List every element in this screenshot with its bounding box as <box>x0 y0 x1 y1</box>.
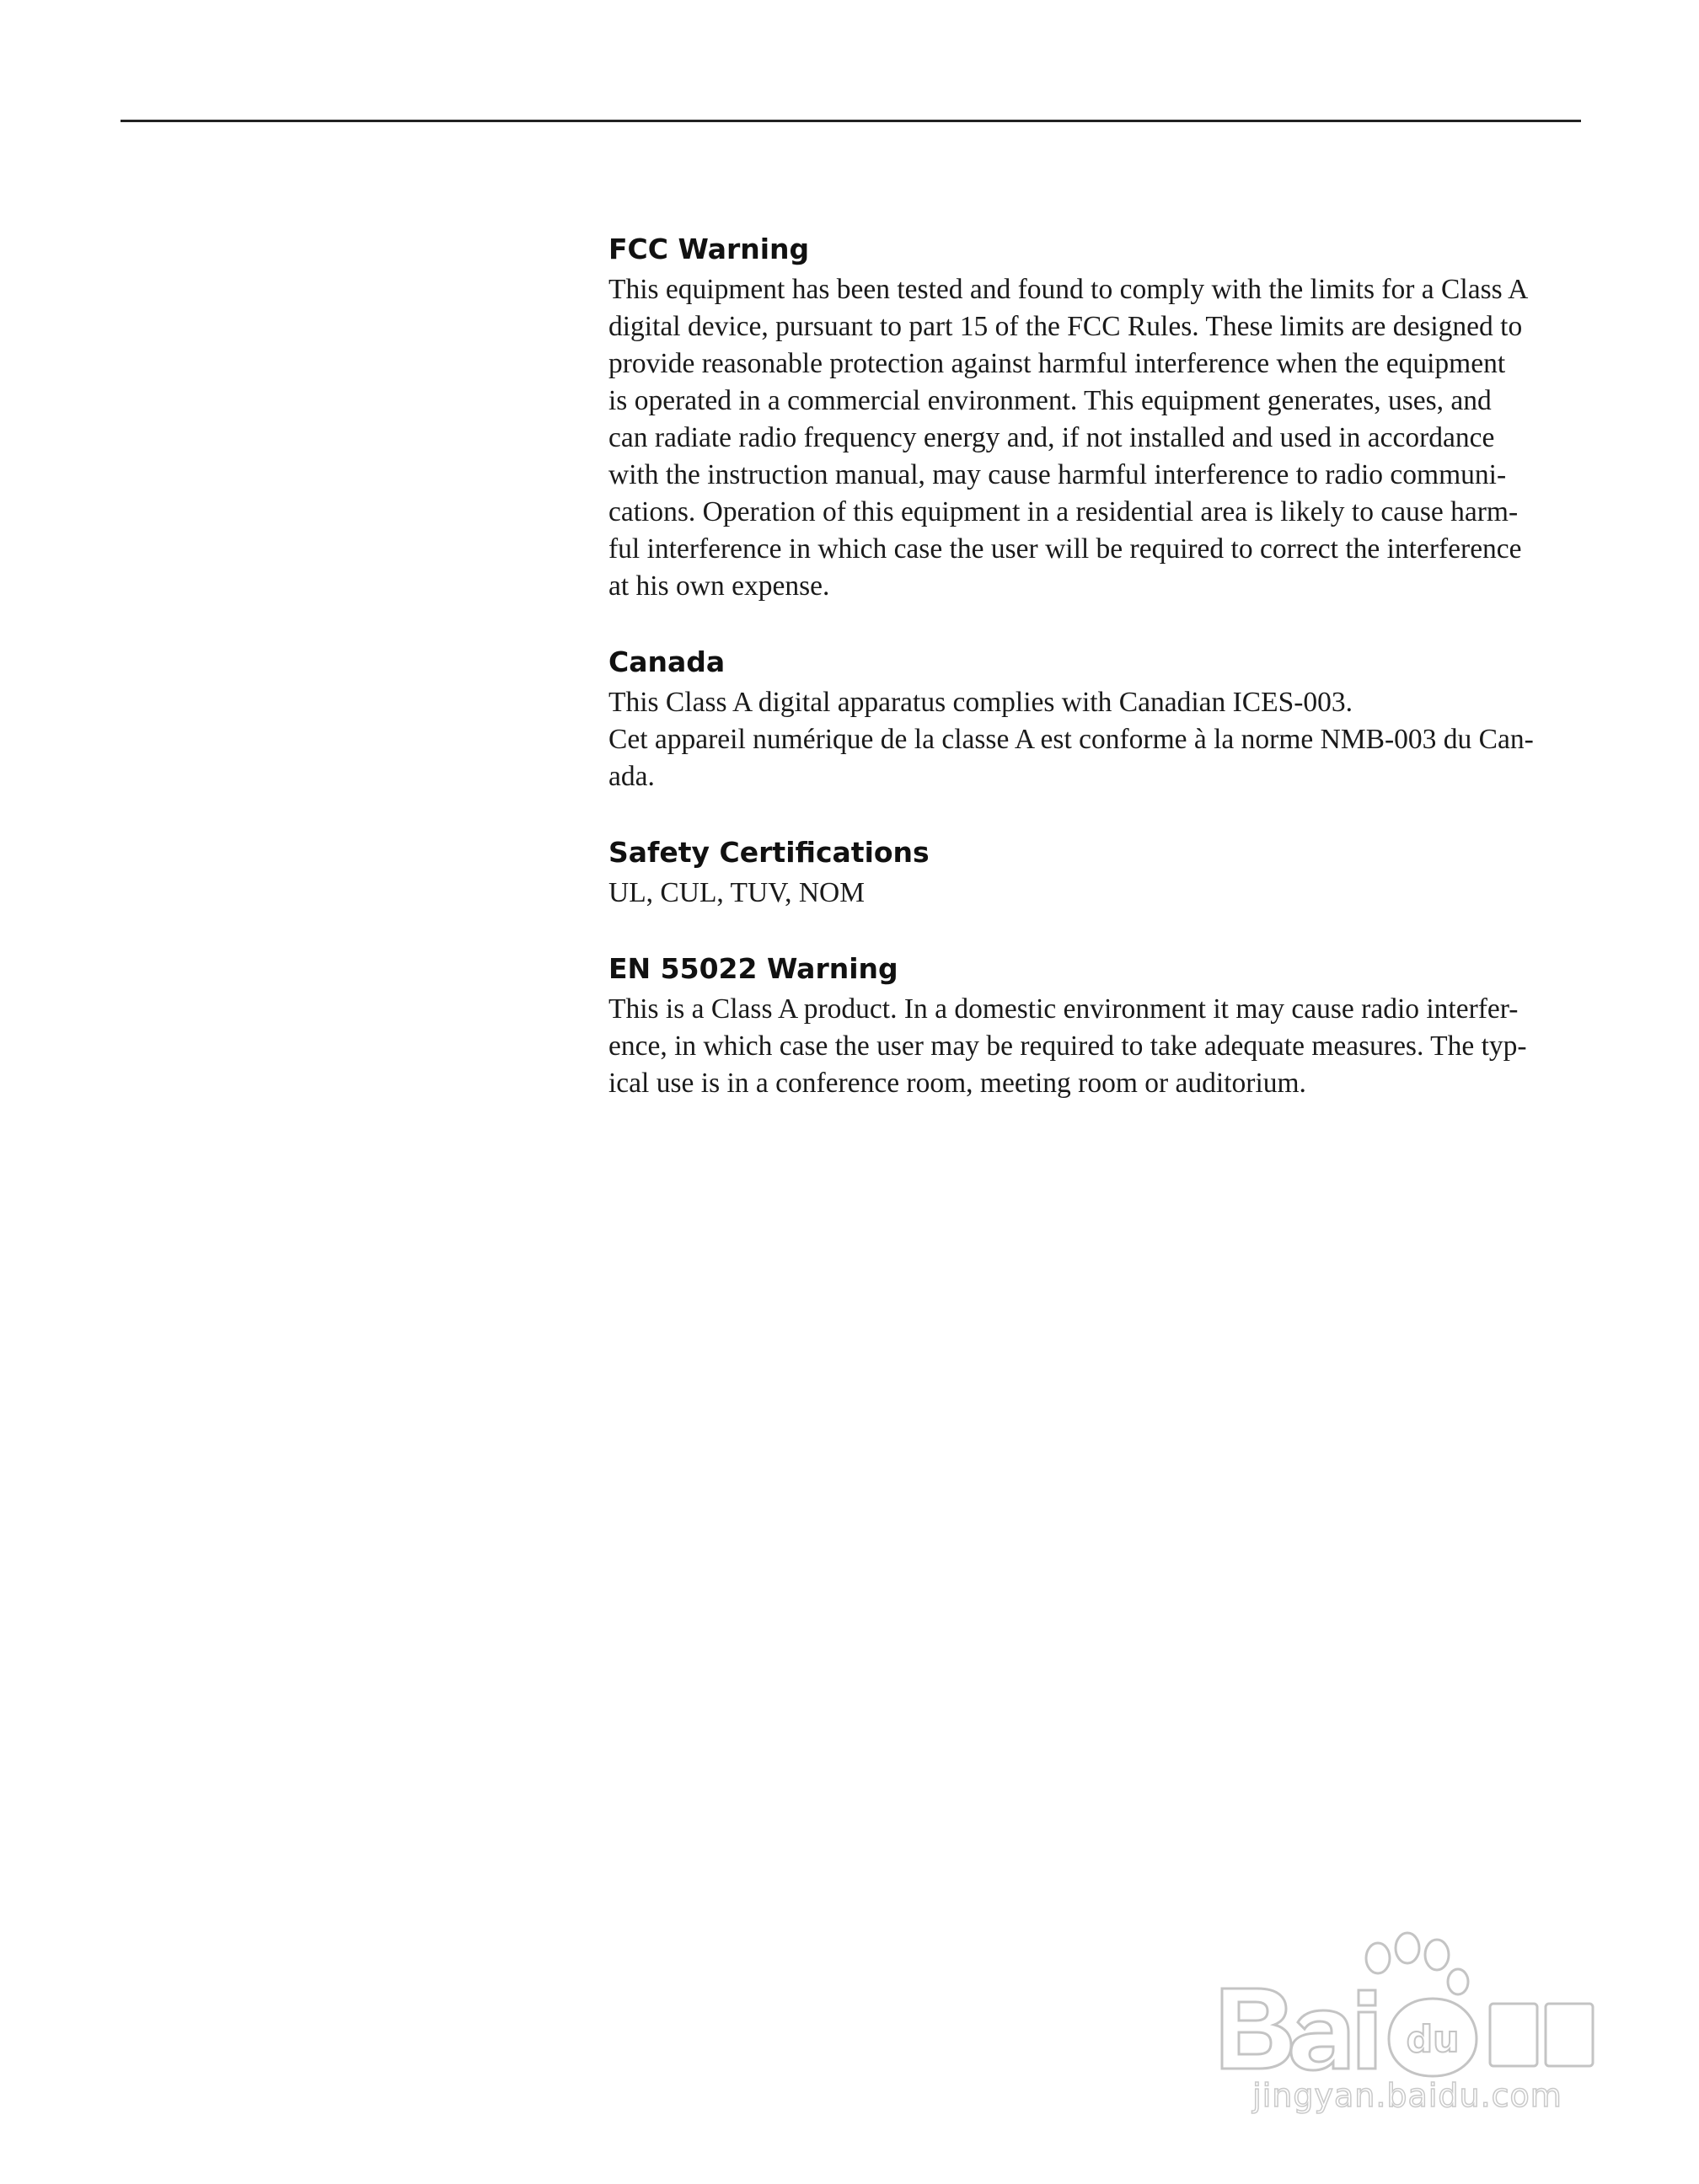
body-line: Cet appareil numérique de la classe A est conforme à la norme NMB-003 du Can- <box>608 724 1534 755</box>
svg-text:du: du <box>1406 2018 1460 2061</box>
body-line: provide reasonable protection against harmful interference when the equipment <box>608 348 1506 379</box>
document-body <box>608 228 1584 1138</box>
body-line: is operated in a commercial environment. This equipment generates, uses, and <box>608 385 1492 416</box>
body-line: This Class A digital apparatus complies with Canadian ICES-003. <box>608 687 1353 718</box>
body-line: ical use is in a conference room, meeting room or auditorium. <box>608 1068 1306 1099</box>
body-line: ence, in which case the user may be required to take adequate measures. The typ- <box>608 1030 1527 1062</box>
section-fcc-warning <box>608 228 1584 605</box>
baidu-paw-logo-icon <box>1205 1930 1610 2081</box>
body-line: UL, CUL, TUV, NOM <box>608 877 866 908</box>
section-heading: Safety Certifications <box>608 836 930 869</box>
body-line: This is a Class A product. In a domestic environment it may cause radio interfer- <box>608 993 1519 1025</box>
body-line: can radiate radio frequency energy and, if not installed and used in accordance <box>608 422 1495 453</box>
body-line: at his own expense. <box>608 570 830 602</box>
watermark-url: jingyan.baidu.com <box>1252 2077 1562 2114</box>
section-en55022-warning <box>608 947 1584 1102</box>
section-canada <box>608 640 1584 795</box>
body-line: digital device, pursuant to part 15 of the FCC Rules. These limits are designed to <box>608 311 1523 342</box>
body-line: cations. Operation of this equipment in a residential area is likely to cause harm- <box>608 496 1519 527</box>
body-line: ada. <box>608 761 655 792</box>
body-line: with the instruction manual, may cause harmful interference to radio communi- <box>608 459 1507 490</box>
body-line: This equipment has been tested and found to comply with the limits for a Class A <box>608 274 1529 305</box>
section-safety-certifications <box>608 831 1584 912</box>
section-heading: FCC Warning <box>608 233 810 265</box>
baidu-watermark <box>1205 1930 1610 2132</box>
body-line: ful interference in which case the user will be required to correct the interference <box>608 533 1522 565</box>
section-heading: Canada <box>608 645 726 678</box>
header-rule <box>121 120 1581 122</box>
section-heading: EN 55022 Warning <box>608 952 898 985</box>
